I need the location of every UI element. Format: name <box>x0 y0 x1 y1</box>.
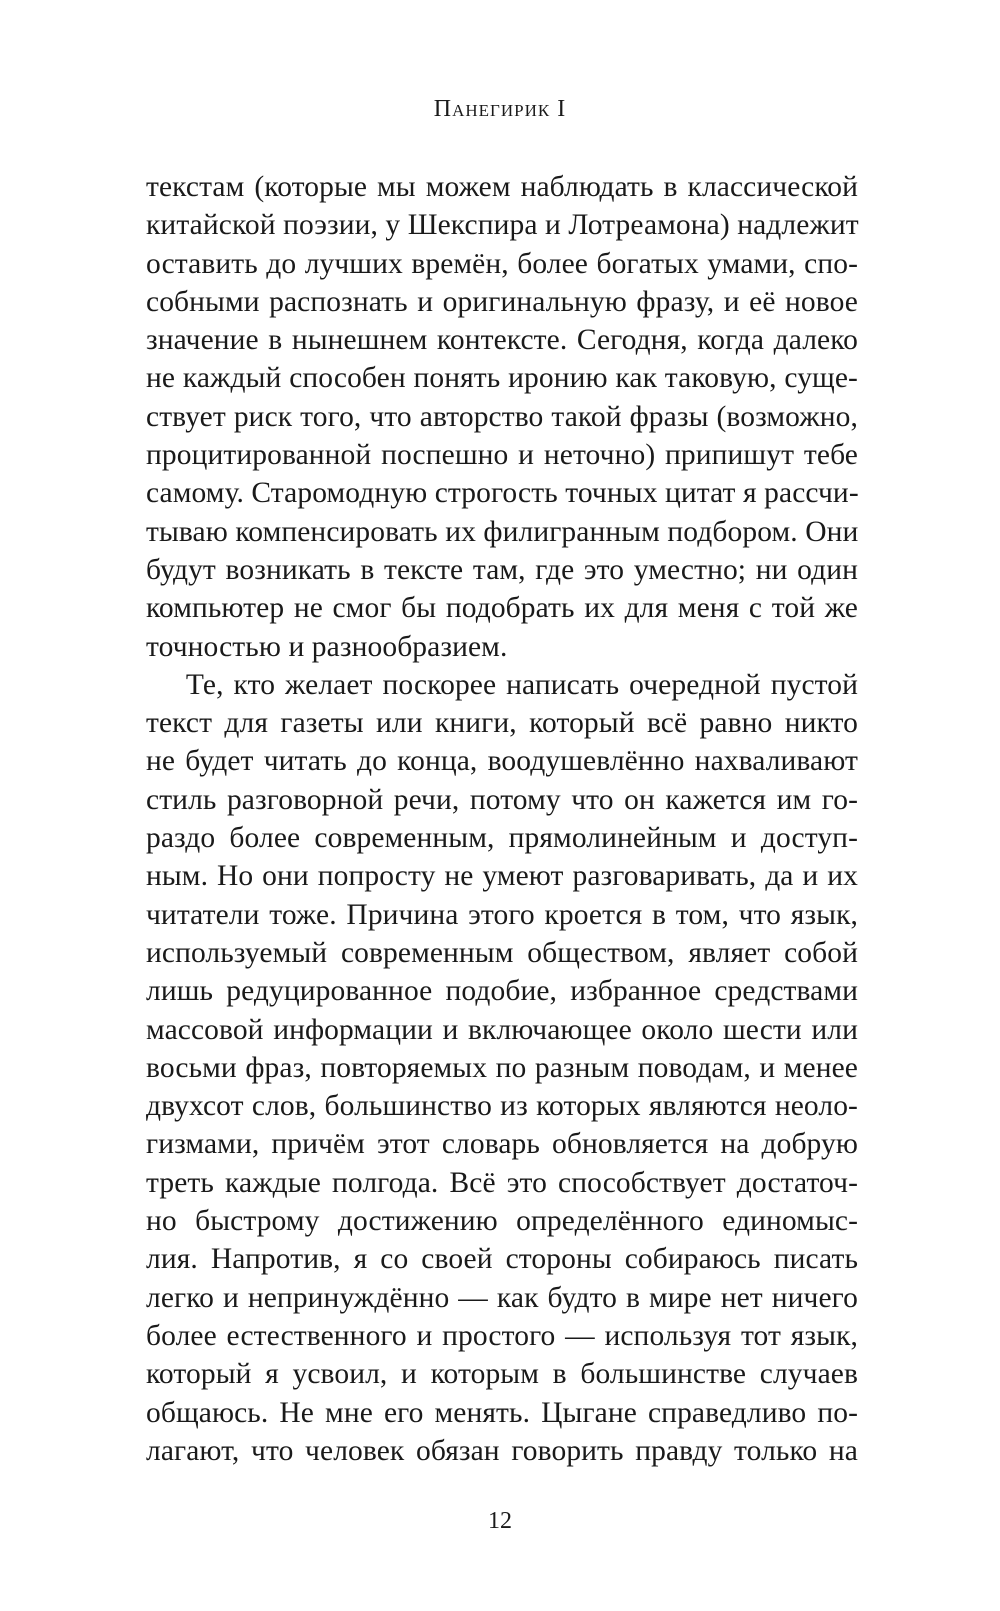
text-line: Те, кто желает поскорее написать очередной пустой <box>146 668 858 701</box>
text-line: гизмами, причём этот словарь обновляется на добрую <box>146 1128 858 1161</box>
text-line: собными распознать и оригинальную фразу, и её новое <box>146 285 858 318</box>
text-line: китайской поэзии, у Шекспира и Лотреамона) надлежит <box>146 209 859 242</box>
text-line: текстам (которые мы можем наблюдать в классической <box>146 171 858 203</box>
text-line: точностью и разнообразием. <box>146 630 508 663</box>
text-line: раздо более современным, прямолинейным и доступ- <box>146 822 858 855</box>
text-line: более естественного и простого — используя тот язык, <box>146 1319 858 1352</box>
text-line: стиль разговорной речи, потому что он кажется им го- <box>146 783 858 816</box>
text-line: треть каждые полгода. Всё это способствует достаточ- <box>146 1166 858 1199</box>
text-line: который я усвоил, и которым в большинстве случаев <box>146 1358 858 1391</box>
text-line: будут возникать в тексте там, где это уместно; ни один <box>146 553 858 586</box>
text-line: массовой информации и включающее около шести или <box>146 1013 858 1046</box>
text-line: текст для газеты или книги, который всё равно никто <box>146 707 858 740</box>
text-line: читатели тоже. Причина этого кроется в том, что язык, <box>146 898 858 931</box>
text-line: лишь редуцированное подобие, избранное средствами <box>146 975 858 1008</box>
text-line: используемый современным обществом, являет собой <box>146 936 858 969</box>
text-line: ствует риск того, что авторство такой фразы (возможно, <box>146 400 858 433</box>
text-line: ным. Но они попросту не умеют разговаривать, да и их <box>146 860 858 893</box>
text-line: лия. Напротив, я со своей стороны собираюсь писать <box>146 1243 858 1276</box>
text-line: тываю компенсировать их филигранным подбором. Они <box>146 515 859 548</box>
body-text <box>146 168 858 1470</box>
text-line: не каждый способен понять иронию как таковую, суще- <box>146 362 858 395</box>
text-line: но быстрому достижению определённого единомыс- <box>146 1205 858 1238</box>
text-line: процитированной поспешно и неточно) припишут тебе <box>146 439 858 472</box>
text-line: общаюсь. Не мне его менять. Цыгане справедливо по- <box>146 1396 858 1429</box>
text-line: оставить до лучших времён, более богатых умами, спо- <box>146 247 858 280</box>
running-head: Панегирик I <box>433 96 567 122</box>
page-number: 12 <box>488 1508 512 1534</box>
text-line: легко и непринуждённо — как будто в мире нет ничего <box>146 1281 858 1314</box>
text-line: не будет читать до конца, воодушевлённо нахваливают <box>146 745 858 778</box>
text-line: компьютер не смог бы подобрать их для меня с той же <box>146 592 858 625</box>
text-line: лагают, что человек обязан говорить правду только на <box>146 1434 858 1467</box>
text-line: восьми фраз, повторяемых по разным поводам, и менее <box>146 1051 858 1084</box>
text-line: двухсот слов, большинство из которых являются неоло- <box>146 1090 858 1123</box>
text-line: самому. Старомодную строгость точных цитат я рассчи- <box>146 477 859 510</box>
text-line: значение в нынешнем контексте. Сегодня, когда далеко <box>146 324 858 357</box>
